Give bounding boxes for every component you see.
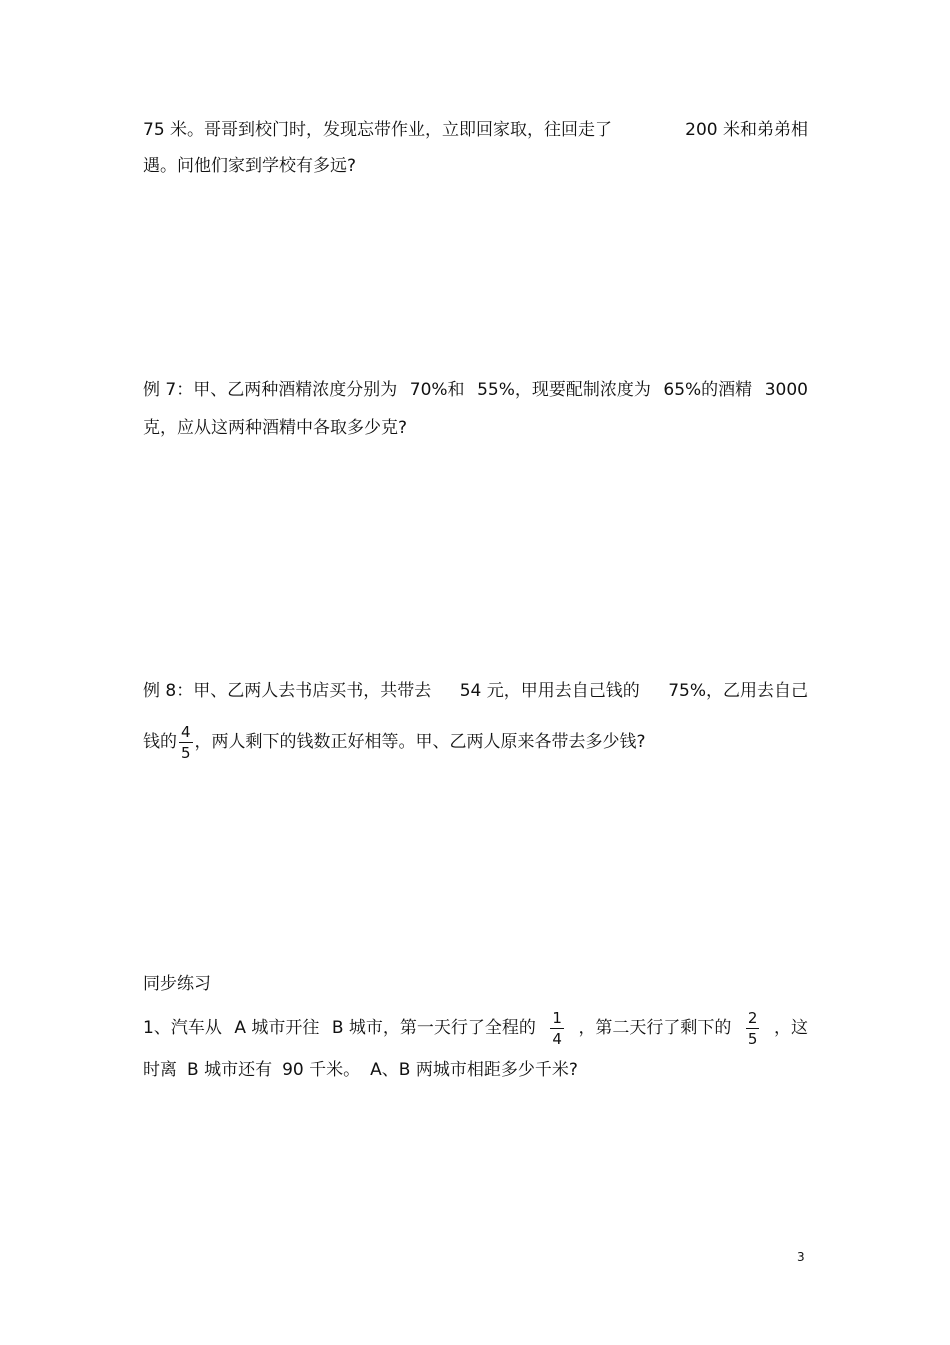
fraction-one-quarter: $\frac{1}{4}$ [552,1008,562,1048]
example-7-line-2: 克，应从这两种酒精中各取多少克? [143,418,408,438]
fraction-two-fifths: $\frac{2}{5}$ [747,1008,758,1048]
practice-heading: 同步练习 [143,974,211,994]
example-8-line-2: 钱的 $\frac{4}{5}$ ，两人剩下的钱数正好相等。甲、乙两人原来各带去多少钱? [143,722,646,762]
problem-continuation-line-1: 75 米。哥哥到校门时，发现忘带作业，立即回家取，往回走了 200 米和弟弟相 [143,120,808,140]
fraction-four-fifths: $\frac{4}{5}$ [181,722,191,762]
problem-continuation-line-2: 遇。问他们家到学校有多远? [143,156,357,176]
example-8-line-1: 例 8：甲、乙两人去书店买书，共带去 54 元，甲用去自己钱的 75%，乙用去自己 [143,681,808,701]
example-7-line-1: 例 7：甲、乙两种酒精浓度分别为 70%和 55%，现要配制浓度为 65%的酒精 3000 [143,380,808,400]
practice-question-1-line-1: 1、汽车从 A 城市开往 B 城市，第一天行了全程的 $\frac{1}{4}$ ，第二天行了剩下的 $\frac{2}{5}$ ，这 [143,1008,808,1048]
practice-question-1-line-2: 时离 B 城市还有 90 千米。 A、B 两城市相距多少千米? [143,1060,578,1080]
page-number: 3 [797,1250,805,1264]
